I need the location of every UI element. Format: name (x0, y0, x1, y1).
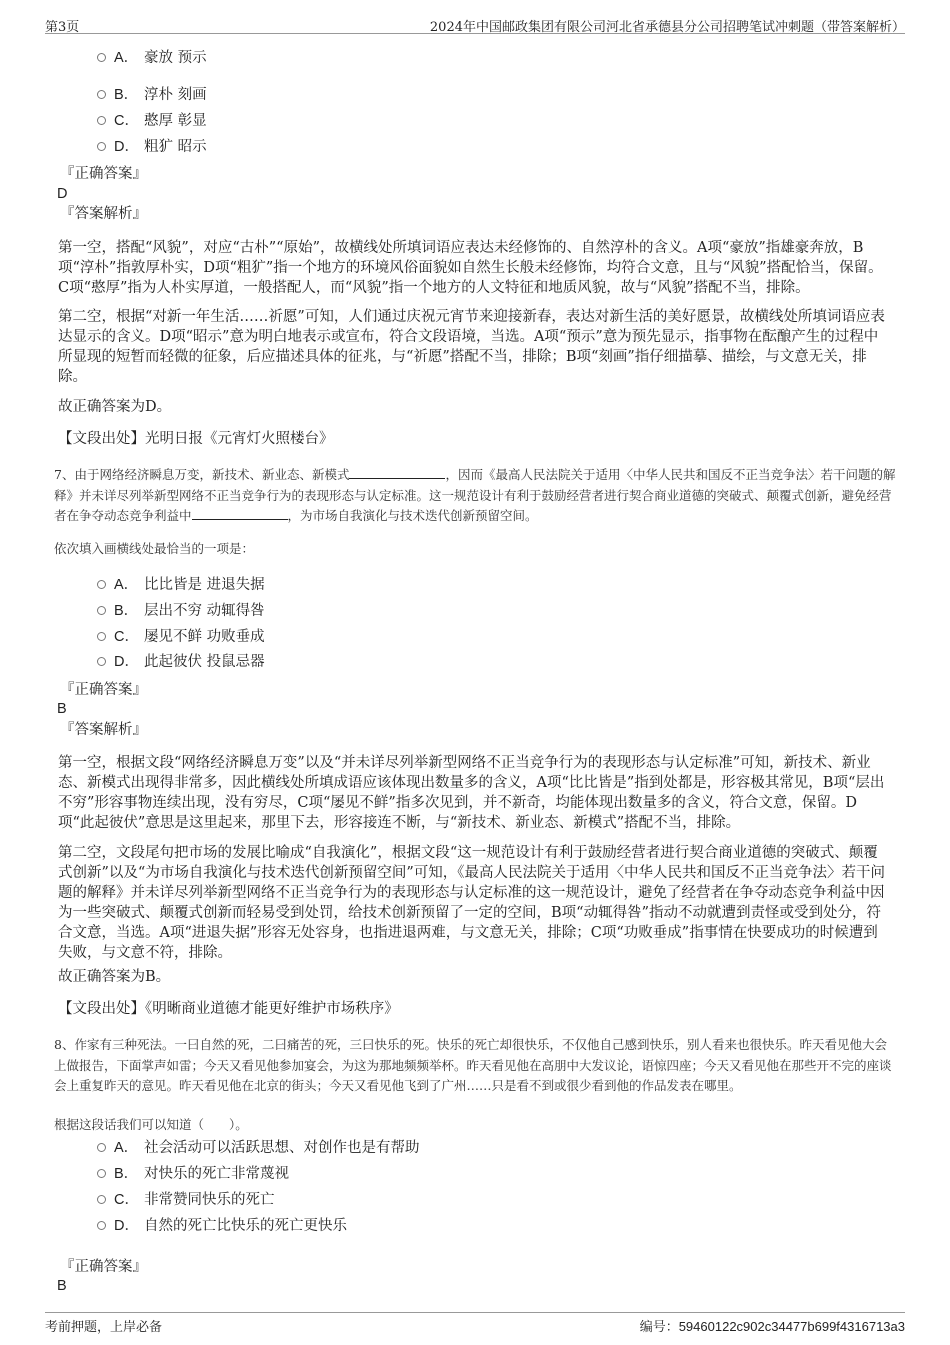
radio-icon[interactable] (97, 1221, 106, 1230)
document-title: 2024年中国邮政集团有限公司河北省承德县分公司招聘笔试冲刺题（带答案解析） (429, 20, 905, 35)
q6-option-a[interactable]: A． 豪放 预示 (97, 48, 207, 68)
radio-icon[interactable] (97, 1169, 106, 1178)
q6-conclusion: 故正确答案为D。 (58, 399, 172, 415)
q7-answer: B (57, 701, 67, 717)
q7-conclusion: 故正确答案为B。 (58, 969, 171, 985)
q7-option-a[interactable]: A． 比比皆是 进退失据 (97, 575, 265, 595)
q6-answer: D (57, 186, 68, 202)
page-header (45, 14, 905, 34)
radio-icon[interactable] (97, 90, 106, 99)
q6-option-b[interactable]: B． 淳朴 刻画 (97, 85, 207, 105)
q6-option-d[interactable]: D． 粗犷 昭示 (97, 137, 207, 157)
q8-answer: B (57, 1278, 67, 1294)
q6-answer-label: 『正确答案』 (60, 166, 147, 182)
q7-analysis-label: 『答案解析』 (60, 722, 147, 738)
fill-blank (349, 465, 445, 479)
q8-stem: 8、作家有三种死法。一曰自然的死，二曰痛苦的死，三曰快乐的死。快乐的死亡却很快乐，不仅他自己感到快乐，别人看来也很快乐。昨天看见他大会上做报告，下面掌声如雷；今天又看见他参加宴会，为这为那地频频举杯。昨天看见他在高朋中大发议论，语惊四座；今天又看见他在那些开不完的座谈会上重复昨天的意见。昨天看见他在北京的街头；今天又看见他飞到了广州……只是看不到或很少看到他的作品发表在哪里。 (54, 1037, 892, 1093)
q7-analysis-p1: 第一空，根据文段“网络经济瞬息万变”以及“并未详尽列举新型网络不正当竞争行为的表现形态与认定标准”可知，新技术、新业态、新模式出现得非常多，因此横线处所填成语应该体现出数量多的含义，A项“比比皆是”指到处都是，形容极其常见，B项“层出不穷”形容事物连续出现，没有穷尽，C项“屡见不鲜”指多次见到，并不新奇，均能体现出数量多的含义，符合文意，保留。D项“此起彼伏”意思是这里起来，那里下去，形容接连不断，与“新技术、新业态、新模式”搭配不当，排除。 (58, 755, 885, 831)
radio-icon[interactable] (97, 1143, 106, 1152)
page-footer (45, 1312, 905, 1336)
q7-option-c[interactable]: C． 屡见不鲜 功败垂成 (97, 627, 265, 647)
document-serial: 编号：59460122c902c34477b699f4316713a3 (639, 1319, 905, 1334)
q7-prompt: 依次填入画横线处最恰当的一项是： (54, 541, 255, 556)
q8-option-b[interactable]: B． 对快乐的死亡非常蔑视 (97, 1164, 289, 1184)
fill-blank (192, 506, 288, 520)
q7-stem: 7、由于网络经济瞬息万变，新技术、新业态、新模式 ，因而《最高人民法院关于适用〈中华人民共和国反不正当竞争法〉若干问题的解释》并未详尽列举新型网络不正当竞争行为的表现形态与认定标准。这一规范设计有利于鼓励经营者进行契合商业道德的突破式、颠覆式创新，避免经营者在争夺动态竞争利益中 ，为市场自我演化与技术迭代创新预留空间。 (54, 467, 896, 523)
q7-analysis-p2: 第二空，文段尾句把市场的发展比喻成“自我演化”，根据文段“这一规范设计有利于鼓励经营者进行契合商业道德的突破式、颠覆式创新”以及“为市场自我演化与技术迭代创新预留空间”可知，《最高人民法院关于适用〈中华人民共和国反不正当竞争法〉若干问题的解释》并未详尽列举新型网络不正当竞争行为的表现形态与认定标准的这一规范设计，避免了经营者在争夺动态竞争利益中因为一些突破式、颠覆式创新而轻易受到处罚，给技术创新预留了一定的空间，B项“动辄得咎”指动不动就遭到责怪或受到处分，符合文意，当选。A项“进退失据”形容无处容身，也指进退两难，与文意无关，排除；C项“功败垂成”指事情在快要成功的时候遭到失败，与文意不符，排除。 (58, 845, 885, 961)
q7-answer-label: 『正确答案』 (60, 682, 147, 698)
q7-option-d[interactable]: D． 此起彼伏 投鼠忌器 (97, 652, 265, 672)
radio-icon[interactable] (97, 657, 106, 666)
q6-option-c[interactable]: C． 憨厚 彰显 (97, 111, 207, 131)
radio-icon[interactable] (97, 580, 106, 589)
q6-analysis-label: 『答案解析』 (60, 206, 147, 222)
page-number: 第3页 (45, 20, 80, 35)
q8-option-c[interactable]: C． 非常赞同快乐的死亡 (97, 1190, 275, 1210)
q6-analysis-p1: 第一空，搭配“风貌”，对应“古朴”“原始”，故横线处所填词语应表达未经修饰的、自然淳朴的含义。A项“豪放”指雄豪奔放，B项“淳朴”指敦厚朴实，D项“粗犷”指一个地方的环境风俗面貌如自然生长般未经修饰，均符合文意，且与“风貌”搭配恰当，保留。C项“憨厚”指为人朴实厚道，一般搭配人，而“风貌”指一个地方的人文特征和地质风貌，故与“风貌”搭配不当，排除。 (58, 240, 883, 296)
q8-option-d[interactable]: D． 自然的死亡比快乐的死亡更快乐 (97, 1216, 347, 1236)
radio-icon[interactable] (97, 1195, 106, 1204)
radio-icon[interactable] (97, 53, 106, 62)
q8-prompt: 根据这段话我们可以知道（ ）。 (54, 1117, 248, 1132)
q8-answer-label: 『正确答案』 (60, 1259, 147, 1275)
q6-analysis-p2: 第二空，根据“对新一年生活……祈愿”可知，人们通过庆祝元宵节来迎接新春，表达对新生活的美好愿景，故横线处所填词语应表达显示的含义。D项“昭示”意为明白地表示或宣布，符合文段语境，当选。A项“预示”意为预先显示，指事物在酝酿产生的过程中所显现的短暂而轻微的征象，后应描述具体的征兆，与“祈愿”搭配不当，排除；B项“刻画”指仔细描摹、描绘，与文意无关，排除。 (58, 309, 885, 385)
radio-icon[interactable] (97, 632, 106, 641)
radio-icon[interactable] (97, 142, 106, 151)
q7-option-b[interactable]: B． 层出不穷 动辄得咎 (97, 601, 265, 621)
footer-slogan: 考前押题，上岸必备 (45, 1320, 163, 1335)
q7-source: 【文段出处】《明晰商业道德才能更好维护市场秩序》 (58, 1001, 399, 1017)
q6-source: 【文段出处】光明日报《元宵灯火照楼台》 (58, 431, 334, 447)
radio-icon[interactable] (97, 116, 106, 125)
q8-option-a[interactable]: A． 社会活动可以活跃思想、对创作也是有帮助 (97, 1138, 420, 1158)
radio-icon[interactable] (97, 606, 106, 615)
